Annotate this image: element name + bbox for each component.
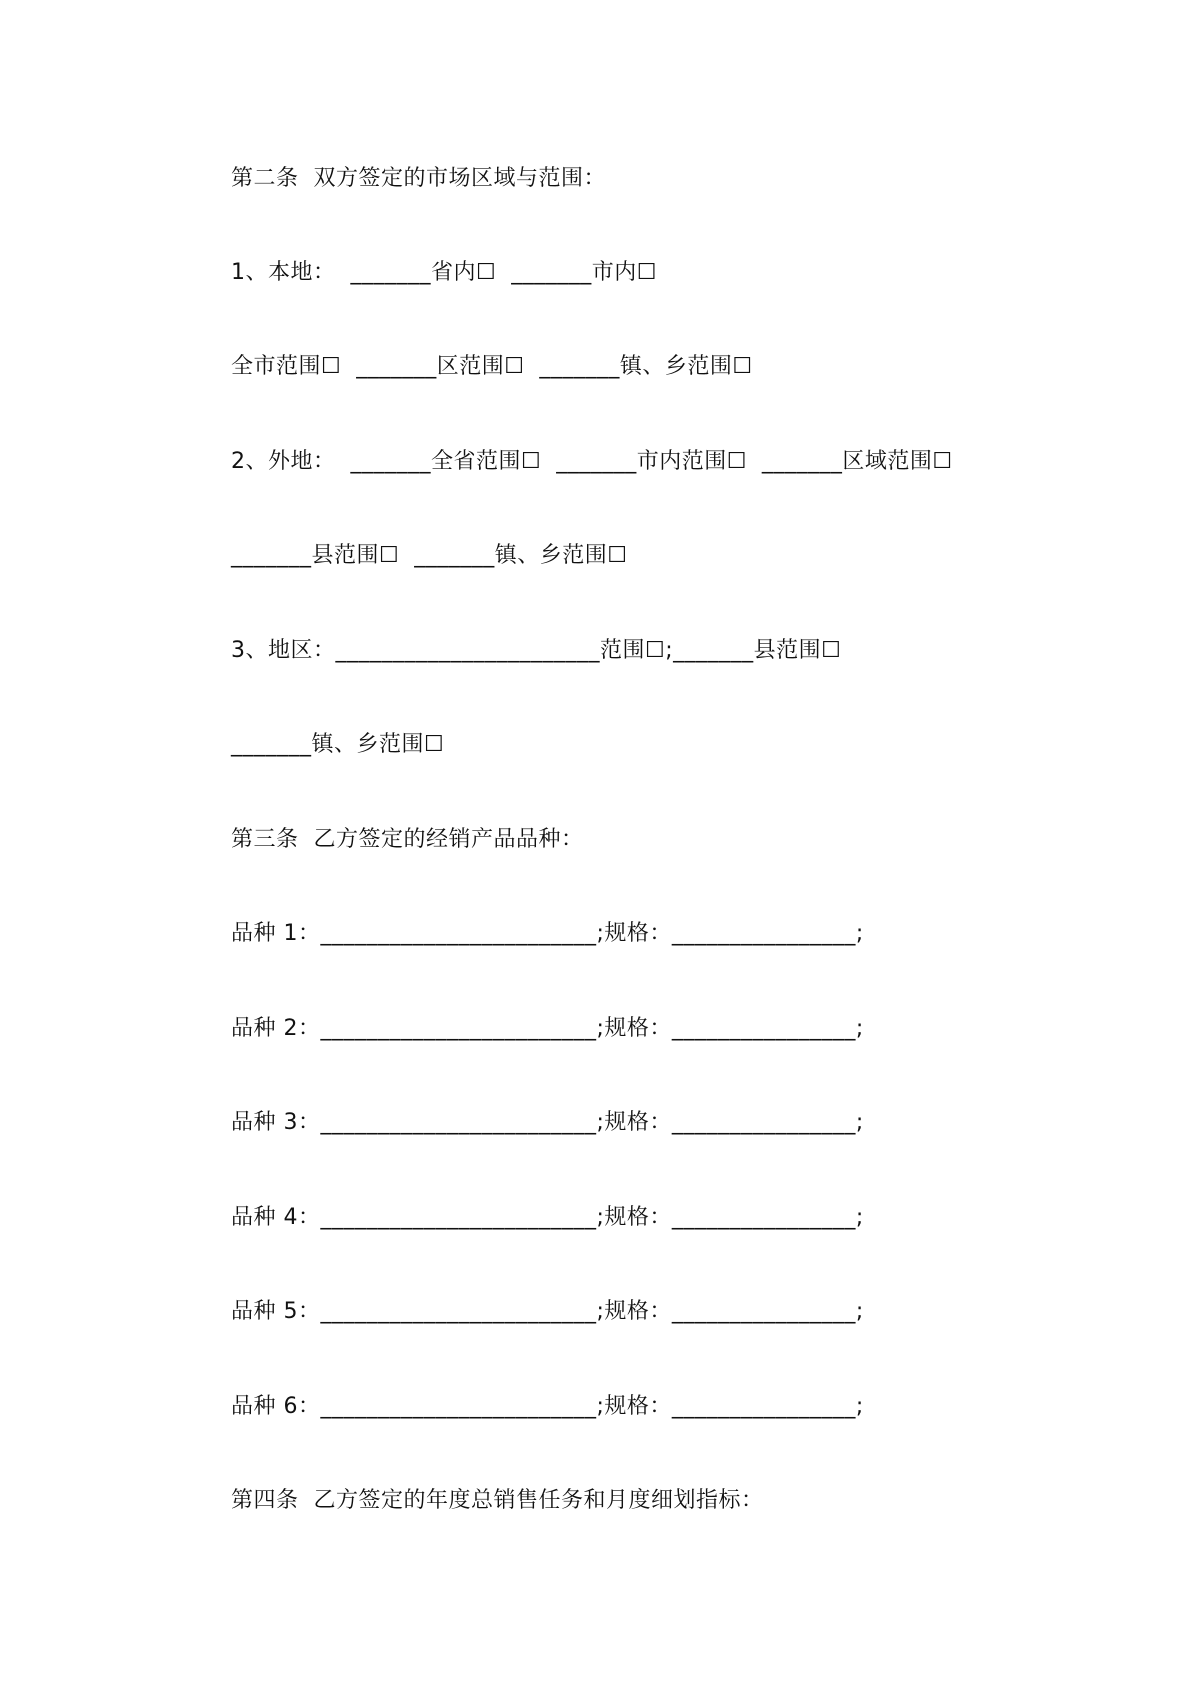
external-county-town-line: _______县范围☐ _______镇、乡范围☐ [231,543,628,568]
product-variety-line: 品种 3：________________________;规格：________________; [231,1110,864,1135]
product-variety-line: 品种 4：________________________;规格：________________; [231,1205,864,1230]
local-province-city-line: 1、本地： _______省内☐ _______市内☐ [231,260,657,285]
region-town-line: _______镇、乡范围☐ [231,732,445,757]
external-scope-line: 2、外地： _______全省范围☐ _______市内范围☐ _______区域范围☐ [231,449,953,474]
product-variety-line: 品种 5：________________________;规格：________________; [231,1299,864,1324]
article-4-heading: 第四条 乙方签定的年度总销售任务和月度细划指标： [231,1488,764,1513]
product-variety-line: 品种 1：________________________;规格：________________; [231,921,864,946]
article-3-heading: 第三条 乙方签定的经销产品品种： [231,827,584,852]
product-variety-line: 品种 6：________________________;规格：________________; [231,1394,864,1419]
article-2-heading: 第二条 双方签定的市场区域与范围： [231,166,606,191]
region-scope-line: 3、地区：_______________________范围☐;_______县范围☐ [231,638,842,663]
local-scope-line: 全市范围☐ _______区范围☐ _______镇、乡范围☐ [231,354,753,379]
product-variety-line: 品种 2：________________________;规格：________________; [231,1016,864,1041]
